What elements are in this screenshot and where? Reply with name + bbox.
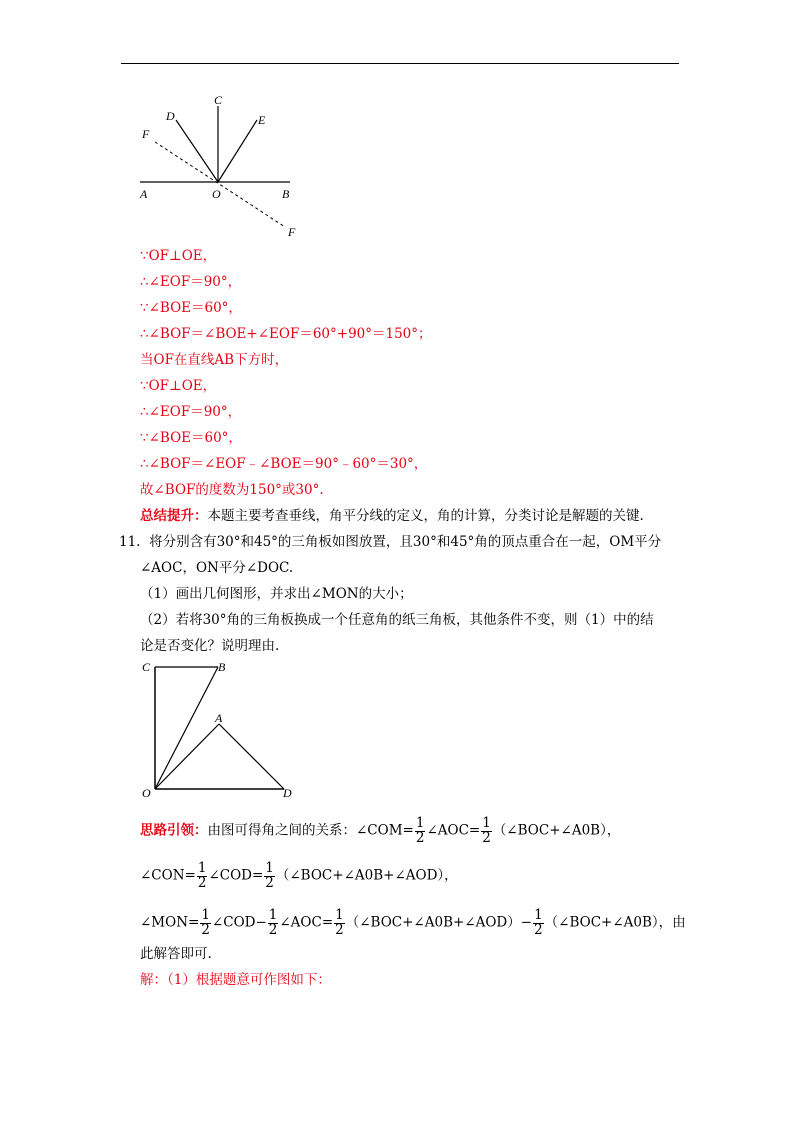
solution-line-5: 当OF在直线AB下方时，	[140, 352, 289, 368]
solution-line-3: ∵∠BOE＝60°，	[140, 300, 242, 316]
solution-line-6: ∵OF⊥OE，	[140, 378, 217, 394]
label-a: A	[215, 711, 223, 725]
hint-label: 思路引领：	[140, 822, 208, 839]
hint-l1-prefix: 由图可得角之间的关系：∠COM=	[207, 822, 414, 839]
hint-l2-mid: ∠COD=	[208, 867, 264, 884]
header-rule	[121, 63, 679, 64]
label-b: B	[282, 187, 290, 201]
label-c: C	[142, 660, 151, 674]
segment-oa	[155, 724, 219, 789]
hint-l3-b: ∠AOC=	[279, 914, 334, 931]
label-o: O	[142, 786, 151, 800]
fraction-half: $\frac{1}{2}$	[265, 860, 274, 891]
solution-line-4: ∴∠BOF＝∠BOE+∠EOF＝60°+90°＝150°；	[140, 326, 432, 342]
fraction-half: $\frac{1}{2}$	[197, 860, 207, 891]
hint-l2-suffix: （∠BOC+∠A0B+∠AOD），	[275, 867, 458, 884]
problem-11-line-1	[119, 533, 661, 551]
solution-line-8: ∵∠BOE＝60°，	[140, 430, 242, 446]
segment-ob	[155, 667, 218, 789]
fraction-half: $\frac{1}{2}$	[415, 815, 425, 846]
solution-line-2: ∴∠EOF＝90°，	[140, 274, 242, 290]
label-d: D	[283, 786, 292, 800]
problem-11-part-1: （1）画出几何图形，并求出∠MON的大小；	[140, 586, 413, 602]
summary-text: 本题主要考查垂线，角平分线的定义，角的计算，分类讨论是解题的关键.	[207, 508, 644, 524]
summary-label: 总结提升：	[140, 508, 208, 524]
line-ff	[155, 142, 285, 227]
problem-text-1: 将分别含有30°和45°的三角板如图放置，且30°和45°角的顶点重合在一起，OM平分	[149, 534, 662, 550]
label-c: C	[214, 93, 223, 107]
hint-l1-mid: ∠AOC=	[426, 822, 481, 839]
hint-line-4: 此解答即可.	[140, 946, 212, 962]
hint-l3-prefix: ∠MON=	[140, 914, 200, 931]
label-e: E	[258, 113, 266, 127]
problem-number: 11.	[119, 534, 141, 550]
problem-11-part-2-line-1: （2）若将30°角的三角板换成一个任意角的纸三角板，其他条件不变，则（1）中的结	[140, 612, 654, 628]
hint-line-1	[140, 817, 620, 845]
fraction-half: $\frac{1}{2}$	[335, 907, 344, 938]
summary	[140, 507, 644, 525]
ray-od	[176, 120, 218, 182]
fraction-half: $\frac{1}{2}$	[201, 907, 210, 938]
hint-line-3	[140, 909, 686, 937]
label-b: B	[218, 660, 226, 674]
solution-line-7: ∴∠EOF＝90°，	[140, 404, 242, 420]
solution-line-1: ∵OF⊥OE，	[140, 248, 217, 264]
solution-line-9: ∴∠BOF＝∠EOF﹣∠BOE＝90°﹣60°＝30°，	[140, 456, 428, 472]
hint-l1-suffix: （∠BOC+∠A0B），	[492, 822, 621, 839]
problem-11-part-2-line-2: 论是否变化？说明理由.	[140, 638, 280, 654]
fraction-half: $\frac{1}{2}$	[482, 815, 491, 846]
hint-line-2	[140, 862, 458, 890]
figure-angles-1	[130, 90, 310, 240]
label-o: O	[212, 187, 221, 201]
label-f-bottom: F	[288, 225, 296, 239]
hint-l3-suffix: （∠BOC+∠A0B），由	[544, 914, 686, 931]
hint-l3-c: （∠BOC+∠A0B+∠AOD）−	[345, 914, 533, 931]
ray-oe	[218, 120, 257, 182]
label-d: D	[166, 109, 175, 123]
solution-line-10: 故∠BOF的度数为150°或30°.	[140, 482, 324, 498]
figure-triangles-2	[138, 655, 303, 805]
hint-l2-prefix: ∠CON=	[140, 867, 196, 884]
label-f-top: F	[142, 127, 150, 141]
fraction-half: $\frac{1}{2}$	[534, 907, 543, 938]
segment-ad	[219, 724, 284, 789]
hint-l3-a: ∠COD−	[211, 914, 267, 931]
label-a: A	[140, 187, 148, 201]
fraction-half: $\frac{1}{2}$	[268, 907, 278, 938]
problem-11-line-2: ∠AOC，ON平分∠DOC.	[140, 560, 294, 576]
answer-line: 解：（1）根据题意可作图如下：	[140, 972, 331, 988]
